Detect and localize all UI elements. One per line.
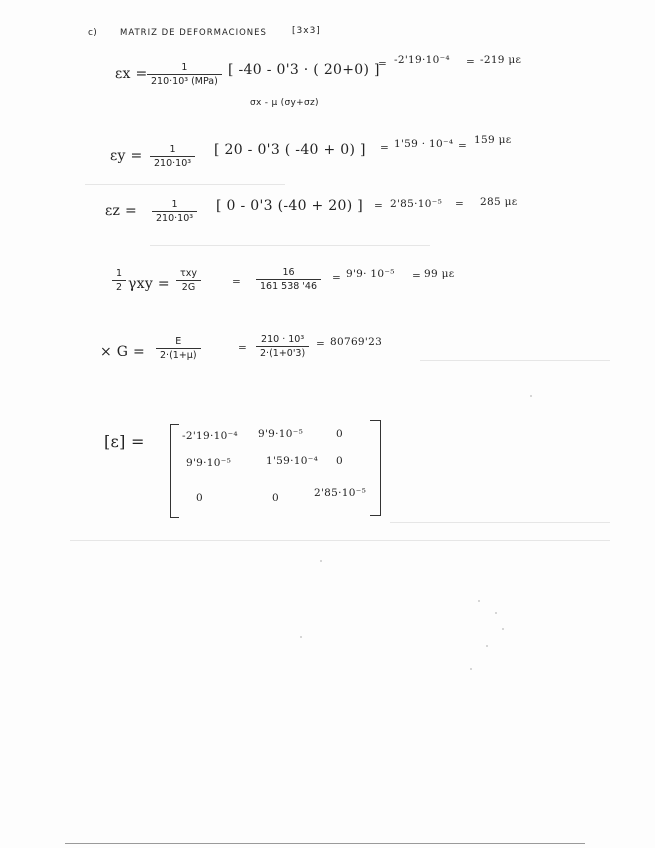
ey-den: 210·10³ [154, 158, 192, 169]
ex-result: -2'19·10⁻⁴ [394, 54, 450, 66]
ex-eq2: = [466, 56, 476, 68]
ez-bracket: [ 0 - 0'3 (-40 + 20) ] [216, 198, 363, 214]
matrix-cell-2-2: 2'85·10⁻⁵ [314, 487, 367, 499]
g-num: E [175, 336, 182, 347]
value-den: 161 538 '46 [260, 281, 318, 292]
ey-eq2: = [458, 140, 468, 152]
scan-artifact [502, 628, 504, 630]
ez-eq2: = [455, 198, 465, 210]
g-value-fraction [256, 334, 309, 359]
half-den: 2 [116, 282, 123, 293]
ez-eq1: = [374, 200, 384, 212]
matrix-cell-1-2: 0 [336, 455, 343, 467]
ex-eq1: = [378, 58, 388, 70]
matrix-right-bracket [370, 420, 381, 516]
ey-bracket: [ 20 - 0'3 ( -40 + 0) ] [214, 142, 366, 158]
scan-artifact [70, 540, 610, 541]
scan-artifact [150, 245, 430, 246]
scan-artifact [470, 668, 472, 670]
g-lhs: × G = [100, 344, 146, 360]
matrix-cell-2-0: 0 [196, 492, 203, 504]
tau-num: τxy [180, 268, 197, 279]
matrix-cell-2-1: 0 [272, 492, 279, 504]
ex-note: σx - μ (σy+σz) [250, 98, 319, 108]
matrix-cell-0-0: -2'19·10⁻⁴ [182, 430, 238, 442]
section-label: c) [88, 28, 98, 38]
ey-num: 1 [169, 144, 176, 155]
g-value-den: 2·(1+0'3) [260, 348, 306, 359]
ez-result: 2'85·10⁻⁵ [390, 198, 443, 210]
scan-artifact [486, 645, 488, 647]
matrix-cell-1-1: 1'59·10⁻⁴ [266, 455, 319, 467]
matrix-lhs: [ε] = [104, 432, 145, 451]
gxy-half [112, 268, 126, 293]
scan-artifact [390, 522, 610, 523]
gxy-micro: 99 με [424, 268, 455, 280]
half-num: 1 [116, 268, 123, 279]
scan-artifact [495, 612, 497, 614]
tau-den: 2G [181, 282, 196, 293]
ey-lhs: εy = [110, 148, 143, 164]
g-result: 80769'23 [330, 336, 383, 348]
scan-artifact [420, 360, 610, 361]
ey-result: 1'59 · 10⁻⁴ [394, 138, 454, 150]
ex-fraction [147, 62, 222, 87]
gxy-eq3: = [412, 270, 422, 282]
gxy-lhs: γxy = [128, 276, 170, 292]
page-edge-line [65, 843, 585, 844]
ey-eq1: = [380, 142, 390, 154]
ey-fraction [150, 144, 195, 169]
scan-artifact [530, 395, 532, 397]
scan-artifact [478, 600, 480, 602]
ez-num: 1 [171, 199, 178, 210]
matrix-size: [3x3] [292, 26, 321, 36]
matrix-cell-0-2: 0 [336, 428, 343, 440]
gxy-tau-fraction [176, 268, 201, 293]
matrix-cell-1-0: 9'9·10⁻⁵ [186, 457, 232, 469]
g-value-num: 210 · 10³ [261, 334, 305, 345]
matrix-cell-0-1: 9'9·10⁻⁵ [258, 428, 304, 440]
ez-lhs: εz = [105, 203, 138, 219]
ex-den: 210·10³ (MPa) [151, 76, 218, 87]
scan-artifact [320, 560, 322, 562]
ex-lhs: εx = [115, 66, 148, 82]
ez-fraction [152, 199, 197, 224]
section-title: MATRIZ DE DEFORMACIONES [120, 28, 267, 38]
ey-micro: 159 με [474, 134, 512, 146]
scan-artifact [85, 184, 285, 185]
ex-bracket: [ -40 - 0'3 · ( 20+0) ] [228, 62, 380, 78]
scan-artifact [300, 636, 302, 638]
ex-micro: -219 με [480, 54, 522, 66]
g-fraction [156, 336, 201, 361]
g-eq2: = [316, 338, 326, 350]
gxy-result: 9'9· 10⁻⁵ [346, 268, 395, 280]
gxy-value-fraction [256, 267, 321, 292]
g-den: 2·(1+μ) [160, 350, 197, 361]
matrix-left-bracket [170, 424, 179, 518]
gxy-eq1: = [232, 276, 242, 288]
ez-micro: 285 με [480, 196, 518, 208]
value-num: 16 [282, 267, 295, 278]
ex-num: 1 [181, 62, 188, 73]
g-eq1: = [238, 342, 248, 354]
gxy-eq2: = [332, 272, 342, 284]
ez-den: 210·10³ [156, 213, 194, 224]
